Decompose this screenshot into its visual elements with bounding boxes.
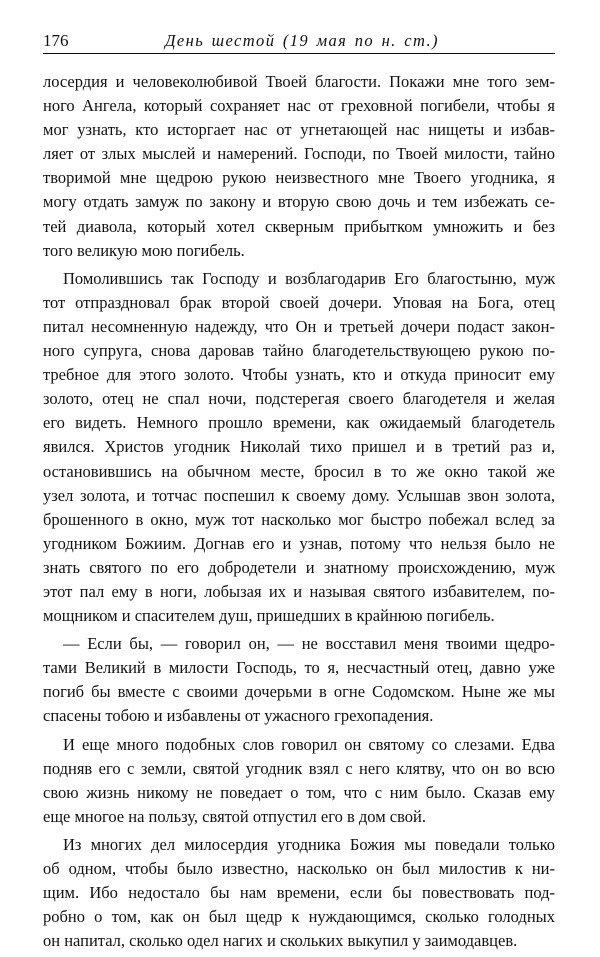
text-line: золото, отец не спал ночи, подстерегая своего благодетеля и желая [43, 389, 555, 409]
text-line: робно о том, как он был щедр к нуждающимся, сколько голодных [43, 907, 555, 927]
text-line: он напитал, сколько одел нагих и скольких выкупил у заимодавцев. [43, 931, 518, 951]
text-line: И еще много подобных слов говорил он святому со слезами. Едва [63, 734, 555, 754]
text-line: питал несомненную надежду, что Он и третьей дочери подаст закон- [43, 316, 555, 336]
text-line: Из многих дел милосердия угодника Божия мы поведали только [63, 834, 555, 854]
text-line: знать святого по его добродетели и знатному происхождению, муж [43, 557, 555, 577]
paragraph [43, 733, 555, 829]
text-line: мог узнать, кто исторгает нас от угнетающей нас нищеты и избав- [43, 120, 555, 140]
text-line: Помолившись так Господу и возблагодарив Его благостыню, муж [63, 268, 555, 288]
text-line: творимой мне щедрою рукою неизвестного мне Твоего угодника, я [43, 168, 555, 188]
header-rule [43, 53, 555, 54]
body-text [43, 70, 555, 957]
text-line: об одном, чтобы было известно, насколько он был милостив к ни- [43, 859, 555, 878]
text-line: остановившись на обычном месте, бросил в то же окно такой же [43, 461, 555, 481]
text-line: ляет от злых мыслей и намерений. Господи, по Твоей милости, тайно [43, 144, 555, 164]
text-line: могу отдать замуж по закону и вторую свою дочь и тем избежать се- [43, 192, 555, 212]
page-number: 176 [43, 31, 69, 50]
running-title: День шестой (19 мая по н. ст.) [165, 31, 439, 50]
paragraph [43, 267, 555, 628]
text-line: еще многое на пользу, святой отпустил его в дом свой. [43, 806, 426, 826]
text-line: узел золота, и тотчас поспешил к своему дому. Услышав звон золота, [43, 485, 555, 505]
text-line: ного супруга, снова даровав тайно благодетельствующею рукою по- [43, 341, 555, 361]
text-line: спасены тобою и избавлены от ужасного грехопадения. [43, 706, 434, 726]
text-line: тами Великий в милости Господь, то я, несчастный отец, давно уже [43, 658, 555, 678]
text-line: его видеть. Немного прошло времени, как ожидаемый благодетель [43, 413, 555, 433]
paragraph [43, 833, 555, 953]
text-line: брошенного в окно, муж тот насколько мог быстро побежал вслед за [43, 509, 555, 529]
text-line: — Если бы, — говорил он, — не восставил меня твоими щедро- [63, 634, 555, 654]
text-line: свою жизнь никому не поведает о том, что с ним было. Сказав ему [43, 782, 555, 802]
text-line: требное для этого золото. Чтобы узнать, кто и откуда приносит ему [43, 365, 555, 385]
text-line: явился. Христов угодник Николай тихо пришел и в третий раз и, [43, 437, 555, 457]
text-line: этот пал ему в ноги, лобызая их и называя святого избавителем, по- [43, 581, 555, 601]
text-line: ного Ангела, который сохраняет нас от греховной погибели, чтобы я [43, 96, 555, 116]
text-line: того великую мою погибель. [43, 240, 245, 260]
text-line: тот отпраздновал брак второй своей дочери. Уповая на Бога, отец [43, 292, 555, 312]
page-header [43, 30, 555, 54]
paragraph [43, 70, 555, 263]
text-line: тей диавола, который хотел скверным прибытком умножить и без [43, 216, 555, 236]
text-line: мощником и спасителем душ, пришедших в крайнюю погибель. [43, 606, 495, 626]
text-line: щим. Ибо недостало бы нам времени, если бы повествовать под- [43, 883, 555, 903]
paragraph [43, 632, 555, 728]
text-line: угодником Божиим. Догнав его и узнав, потому что нельзя было не [43, 533, 555, 553]
text-line: лосердия и человеколюбивой Твоей благости. Покажи мне того зем- [43, 72, 555, 91]
text-line: погиб бы вместе с своими дочерьми в огне Содомском. Ныне же мы [43, 682, 555, 702]
text-line: подняв его с земли, святой угодник взял с него клятву, что он во всю [43, 758, 555, 778]
